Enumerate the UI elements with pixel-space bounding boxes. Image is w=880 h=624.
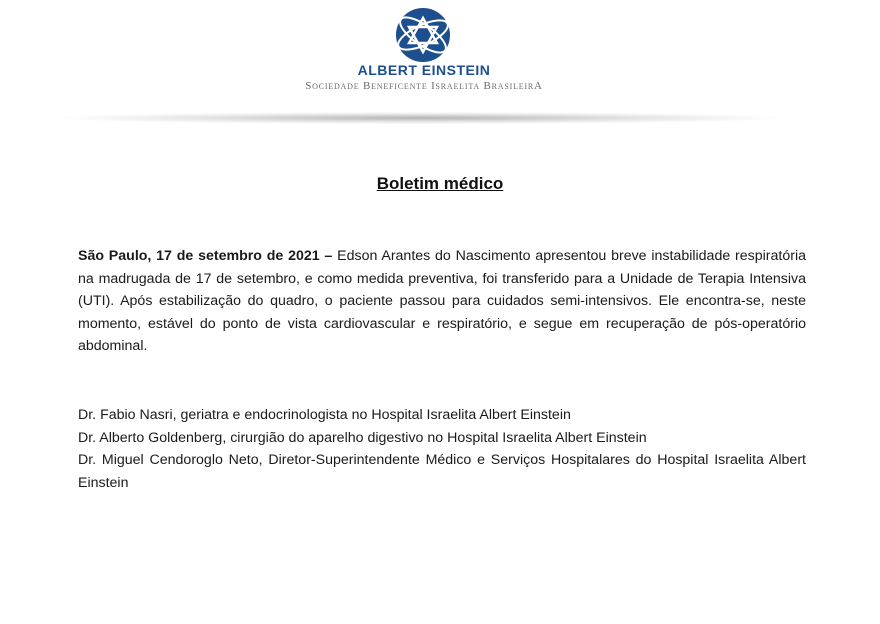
document-title: Boletim médico bbox=[376, 174, 504, 193]
signer-line: Dr. Miguel Cendoroglo Neto, Diretor-Superintendente Médico e Serviços Hospitalares do Hospital Israelita Albert Einstein bbox=[78, 452, 806, 491]
signer-line: Dr. Fabio Nasri, geriatra e endocrinologista no Hospital Israelita Albert Einstein bbox=[78, 407, 571, 423]
bulletin-body: Edson Arantes do Nascimento apresentou breve instabilidade respiratória na madrugada de 17 de setembro, e como medida preventiva, foi transferido para a Unidade de Terapia Intensiva (UTI). Após estabilização do quadro, o paciente passou para cuidados semi-intensivos. Ele encontra-se, neste momento, estável do ponto de vista cardiovascular e respiratório, e segue em recuperação de pós-operatório abdominal. bbox=[78, 248, 806, 354]
header-divider bbox=[60, 112, 780, 124]
signers-list bbox=[78, 404, 806, 494]
albert-einstein-logo-icon bbox=[394, 6, 452, 64]
bulletin-paragraph bbox=[78, 245, 806, 358]
organization-name: ALBERT EINSTEIN bbox=[357, 62, 491, 78]
signer-line: Dr. Alberto Goldenberg, cirurgião do aparelho digestivo no Hospital Israelita Albert Einstein bbox=[78, 429, 647, 446]
bulletin-lead: São Paulo, 17 de setembro de 2021 – bbox=[78, 248, 333, 264]
organization-subtitle: Sociedade Beneficente Israelita BrasileirA bbox=[305, 80, 543, 92]
